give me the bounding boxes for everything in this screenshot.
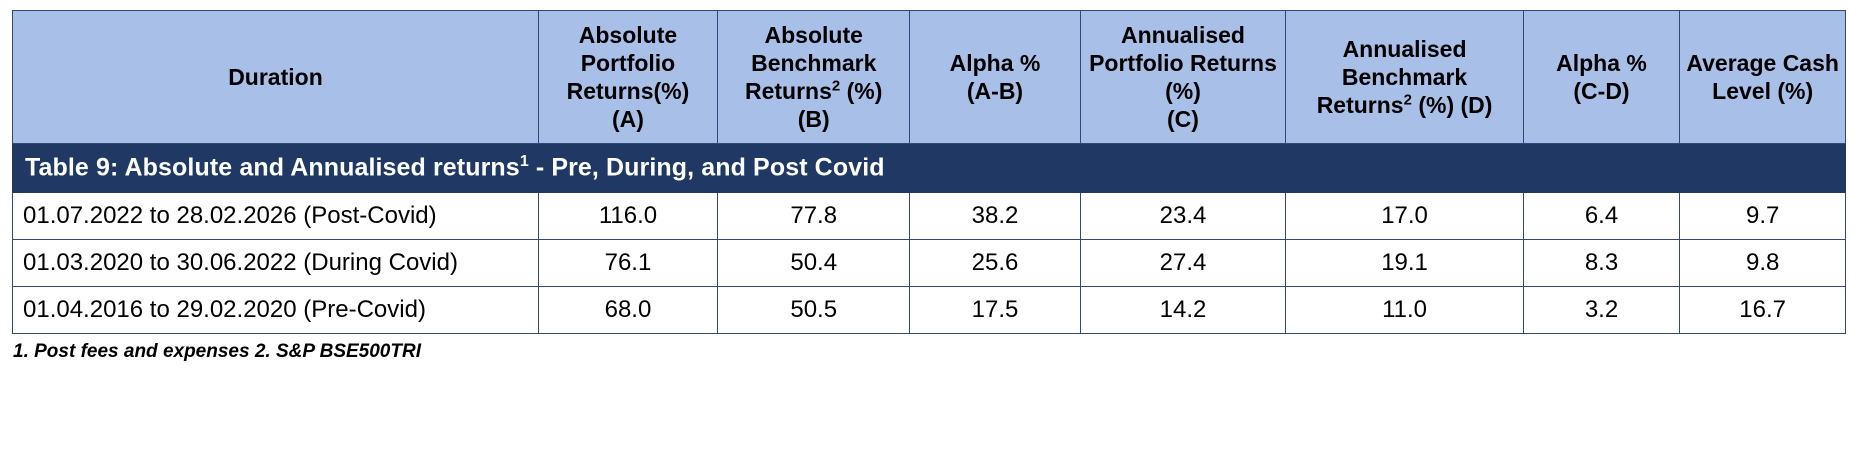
column-header-alpha-ab	[910, 11, 1080, 144]
table-title-footnote-marker: 1	[519, 153, 529, 171]
cell-annualised-benchmark-returns: 17.0	[1286, 192, 1523, 239]
cell-annualised-portfolio-returns: 14.2	[1080, 286, 1286, 333]
cell-alpha-ab: 38.2	[910, 192, 1080, 239]
cell-absolute-portfolio-returns: 76.1	[538, 239, 717, 286]
cell-average-cash-level: 9.8	[1680, 239, 1846, 286]
table-row	[13, 286, 1846, 333]
cell-duration: 01.03.2020 to 30.06.2022 (During Covid)	[13, 239, 539, 286]
column-header-annualised-benchmark-footnote-marker: 2	[1403, 91, 1412, 109]
table-title	[13, 144, 1846, 192]
table-title-suffix: - Pre, During, and Post Covid	[528, 153, 885, 182]
column-header-annualised-portfolio-returns	[1080, 11, 1286, 144]
column-header-alpha-cd-label: Alpha %	[1556, 50, 1647, 77]
column-header-absolute-portfolio-returns	[538, 11, 717, 144]
column-header-absolute-benchmark-returns: Absolute Benchmark Returns$^2$ (%) (B)	[717, 11, 909, 144]
cell-average-cash-level: 9.7	[1680, 192, 1846, 239]
header-row	[13, 11, 1846, 144]
table-title-prefix: Table 9: Absolute and Annualised returns	[25, 153, 520, 182]
column-header-absolute-benchmark-returns-label: Absolute Benchmark Returns	[745, 22, 877, 105]
column-header-absolute-benchmark-footnote-marker: 2	[831, 77, 841, 95]
column-header-duration-label: Duration	[228, 64, 323, 91]
cell-duration: 01.07.2022 to 28.02.2026 (Post-Covid)	[13, 192, 539, 239]
cell-alpha-cd: 3.2	[1523, 286, 1680, 333]
column-header-average-cash-level	[1680, 11, 1846, 144]
cell-duration: 01.04.2016 to 29.02.2020 (Pre-Covid)	[13, 286, 539, 333]
column-header-annualised-benchmark-returns-label: Annualised Benchmark Returns	[1316, 36, 1468, 119]
cell-annualised-benchmark-returns: 19.1	[1286, 239, 1523, 286]
column-header-average-cash-level-label: Average Cash Level (%)	[1686, 50, 1839, 105]
cell-alpha-ab: 25.6	[910, 239, 1080, 286]
cell-annualised-benchmark-returns: 11.0	[1286, 286, 1523, 333]
cell-average-cash-level: 16.7	[1680, 286, 1846, 333]
column-header-annualised-portfolio-returns-label: Annualised Portfolio Returns (%)	[1089, 22, 1277, 105]
column-header-alpha-cd-sub: (C-D)	[1573, 78, 1630, 105]
column-header-absolute-portfolio-returns-label: Absolute Portfolio Returns(%)	[566, 22, 690, 105]
column-header-duration	[13, 11, 539, 144]
table-row	[13, 239, 1846, 286]
column-header-annualised-portfolio-returns-sub: (C)	[1167, 106, 1199, 133]
column-header-alpha-ab-sub: (A-B)	[966, 78, 1024, 105]
column-header-alpha-cd	[1523, 11, 1680, 144]
table-row	[13, 192, 1846, 239]
cell-absolute-benchmark-returns: 77.8	[717, 192, 909, 239]
cell-annualised-portfolio-returns: 27.4	[1080, 239, 1286, 286]
returns-table	[12, 10, 1846, 334]
cell-alpha-ab: 17.5	[910, 286, 1080, 333]
column-header-absolute-portfolio-returns-sub: (A)	[611, 106, 644, 133]
table-body	[13, 192, 1846, 333]
cell-absolute-benchmark-returns: 50.4	[717, 239, 909, 286]
cell-absolute-benchmark-returns: 50.5	[717, 286, 909, 333]
table-title-row	[13, 144, 1846, 192]
cell-alpha-cd: 8.3	[1523, 239, 1680, 286]
cell-annualised-portfolio-returns: 23.4	[1080, 192, 1286, 239]
table-footnote: 1. Post fees and expenses 2. S&P BSE500TRI	[13, 340, 421, 362]
table-header	[13, 11, 1846, 144]
cell-absolute-portfolio-returns: 68.0	[538, 286, 717, 333]
column-header-annualised-benchmark-returns: Annualised Benchmark Returns$^2$ (%) (D)	[1286, 11, 1523, 144]
cell-alpha-cd: 6.4	[1523, 192, 1680, 239]
cell-absolute-portfolio-returns: 116.0	[538, 192, 717, 239]
column-header-alpha-ab-label: Alpha %	[949, 50, 1041, 77]
